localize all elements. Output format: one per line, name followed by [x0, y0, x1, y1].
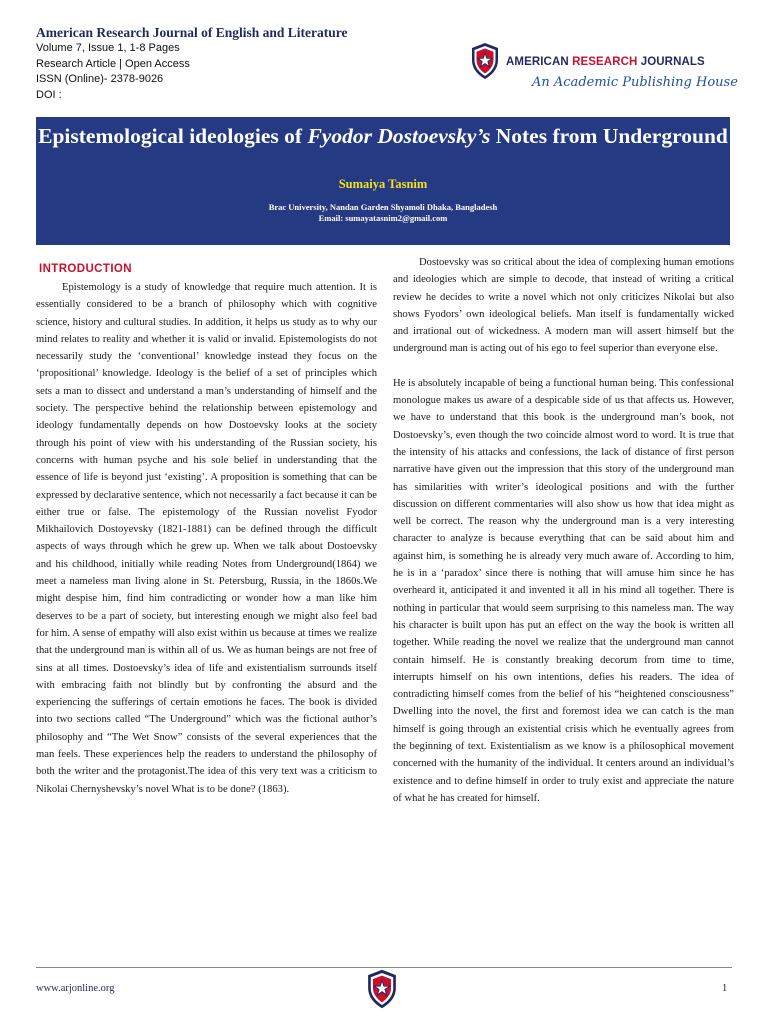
body-paragraph: Dostoevsky was so critical about the idea of complexing human emotions and ideologies which are simple to decode, that instead of writing a critical review he decides to write a novel which not only criticizes Nikolai but also shows Fyodors’ own ideological beliefs. Man itself is fundamentally wicked and irrational out of wickedness. A modern man will assert himself but the underground man is acting out of his ego to feel superior than everyone else. [393, 257, 734, 355]
publisher-tagline: An Academic Publishing House [532, 75, 738, 90]
issn: ISSN (Online)- 2378-9026 [36, 73, 164, 85]
volume-info: Volume 7, Issue 1, 1-8 Pages [36, 42, 180, 54]
publisher-logo [470, 42, 740, 98]
section-heading: INTRODUCTION [39, 263, 132, 275]
body-paragraph: He is absolutely incapable of being a functional human being. This confessional monologue makes us aware of a despicable side of us that affects us. However, we have to understand that this book is the underground man’s book, not Dostoevsky’s, even though the two coincide almost word to word. It is true that the intensity of his attacks and confessions, the lack of distance of first person narrative have given out the impression that this story of the underground man has similarities with writer’s ideological positions and with the further discussion on different commentaries will also show us how that idea might as well be correct. The reason why the underground man is a very interesting character to analyze is because everything that can be said about him and against him, is something he is already very much aware of. According to him, he is in a ‘paradox’ since there is nothing that will amuse him since he has overheard it, anticipated it and invented it all in his mind all together. There is nothing in particular that would seem surprising to this nameless man. The way his character is built upon has put an effect on the way the book is written all together. While reading the novel we realize that the underground man cannot contain himself. He is constantly breaking decorum from time to time, interrupts himself on his own intentions, defies his readers. The idea of contradicting himself comes from the belief of his “heightened consciousness” Dwelling into the novel, the first and foremost idea we can catch is the man himself is going through an existential crisis which he eventually agrees from the beginning of text. Existentialism as we know is a philosophical movement concerned with the humanity of the individual. It centers around an individual’s existence and to define himself in order to truly exist and appreciate the nature of what he has created for himself. [393, 377, 734, 804]
article-title: Epistemological ideologies of Fyodor Dostoevsky’s Notes from Underground [38, 124, 728, 148]
body-paragraph: Epistemology is a study of knowledge that require much attention. It is essentially considered to be a branch of philosophy which with cognitive science, history and cultural studies. In addition, it helps us study as to why our mind relates to reality and whether it is valid or invalid. Epistemologists do not necessarily study the ‘conventional’ knowledge instead they focus on the ‘propositional’ knowledge. Ideology is the belief of a set of principles which sets a man to dissect and understand a man’s understanding of himself and the society. The perspective behind the relationship between epistemology and ideology fundamentally depends on how Dostoevsky looks at the society through his point of view with his understanding of the Russian society, his concerns with human psyche and his sole belief in understanding that the essence of life is beyond just ‘existing’. A proposition is something that can be expressed by declarative sentence, which not necessarily a fact because it can be either true or false. The epistemology of the Russian novelist Fyodor Mikhailovich Dostoyevsky (1821-1881) can be defined through the difficult aspects of ways through which he grew up. When we talk about Dostoevsky and his childhood, initially while reading Notes from Underground(1864) we meet a nameless man living alone in St. Petersburg, Russia, in the 1860s.We might despise him, find him contradicting or wonder how a man like him deserves to be a part of society, but interesting enough we might also feel bad for him. A sense of empathy will also exist within us because at times we realize that the underground man is within all of us. We as human beings are not free of sins at all times. Dostoevsky’s idea of life and existentialism surrounds itself with embracing faith not blindly but by confronting the absurd and the experiencing the sufferings of certain emotions he faces. The book is divided into two sections called “The Underground” which was the fictional author’s philosophy and “The Wet Snow” consists of the several experiences that the man feels. These experiences help the readers to understand the philosophy of both the writer and the protagonist.The idea of this very text was a criticism to Nikolai Chernyshevsky’s novel What is to be done? (1863). [36, 282, 377, 795]
author-name: Sumaiya Tasnim [338, 177, 428, 191]
title-banner [36, 117, 730, 245]
article-type: Research Article | Open Access [36, 57, 190, 70]
shield-star-icon [366, 968, 398, 1010]
author-affiliation: Brac University, Nandan Garden Shyamoli Dhaka, Bangladesh [268, 202, 498, 212]
page-number: 1 [722, 983, 728, 994]
shield-star-icon [470, 42, 500, 80]
journal-header [36, 24, 436, 103]
left-column [36, 262, 377, 798]
journal-name: American Research Journal of English and Literature [36, 25, 348, 40]
author-email: Email: sumayatasnim2@gmail.com [318, 213, 448, 223]
right-column [393, 254, 734, 807]
doi: DOI : [36, 88, 62, 101]
publisher-name: AMERICAN RESEARCH JOURNALS [506, 56, 705, 68]
footer-url[interactable]: www.arjonline.org [36, 983, 115, 994]
